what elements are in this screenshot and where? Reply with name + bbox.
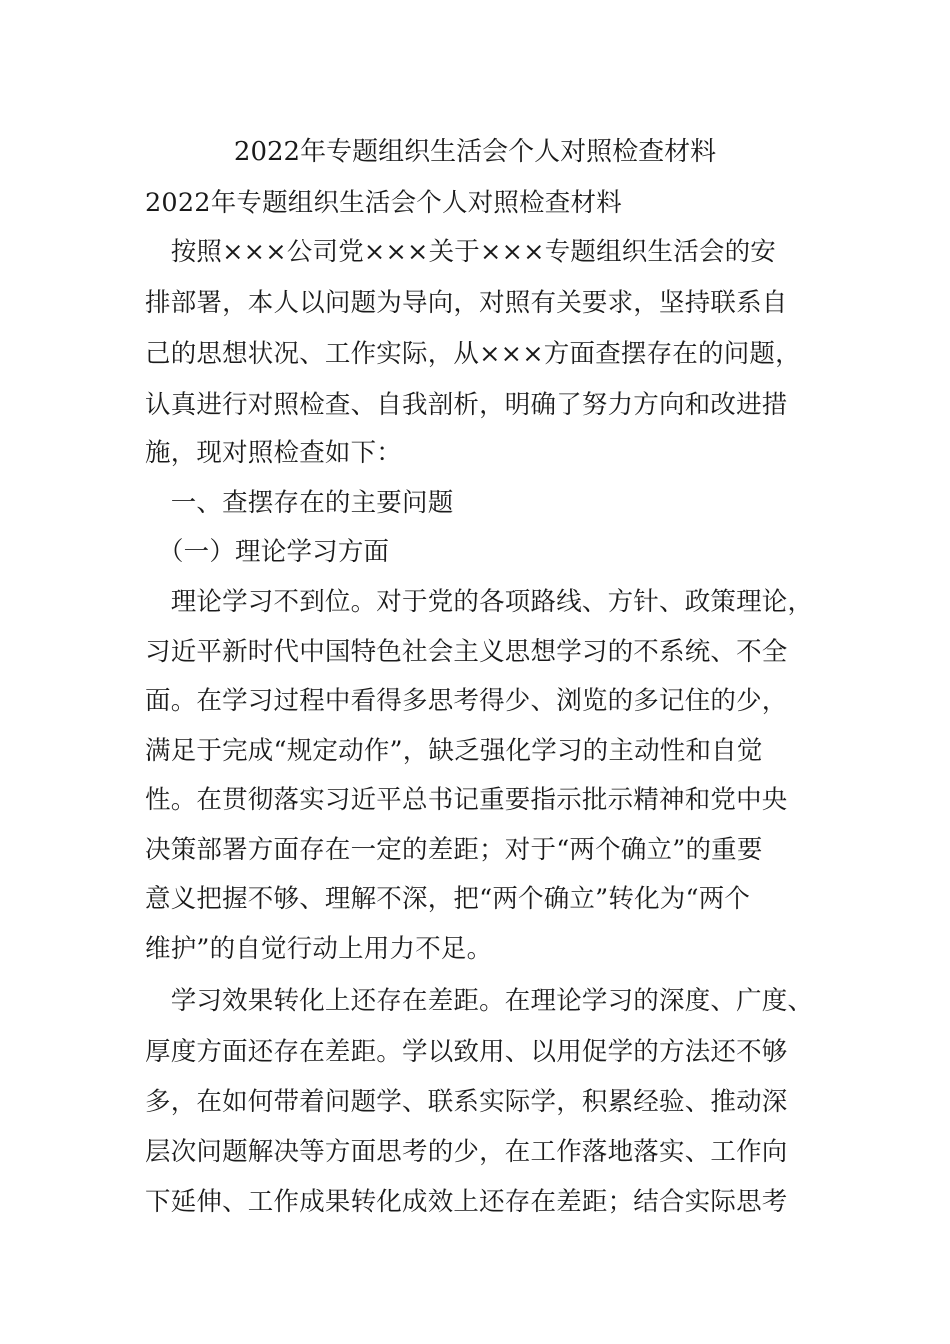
document-title: 2022年专题组织生活会个人对照检查材料 xyxy=(233,137,717,167)
paragraph-line: 层次问题解决等方面思考的少，在工作落地落实、工作向 xyxy=(145,1137,788,1167)
paragraph-line: 理论学习不到位。对于党的各项路线、方针、政策理论， xyxy=(145,587,814,617)
paragraph-line: 决策部署方面存在一定的差距；对于“两个确立”的重要 xyxy=(145,835,763,865)
paragraph-line: 按照×××公司党×××关于×××专题组织生活会的安 xyxy=(145,237,776,267)
paragraph-line: 认真进行对照检查、自我剖析，明确了努力方向和改进措 xyxy=(145,390,788,420)
paragraph-line: 意义把握不够、理解不深，把“两个确立”转化为“两个 xyxy=(145,884,751,914)
section-heading: 一、查摆存在的主要问题 xyxy=(145,488,454,518)
paragraph-line: 面。在学习过程中看得多思考得少、浏览的多记住的少， xyxy=(145,686,788,716)
paragraph-line: 厚度方面还存在差距。学以致用、以用促学的方法还不够 xyxy=(145,1037,788,1067)
paragraph-line: 下延伸、工作成果转化成效上还存在差距；结合实际思考 xyxy=(145,1187,788,1217)
paragraph-line: 习近平新时代中国特色社会主义思想学习的不系统、不全 xyxy=(145,637,788,667)
paragraph-line: 排部署，本人以问题为导向，对照有关要求，坚持联系自 xyxy=(145,288,788,318)
paragraph-line: 维护”的自觉行动上用力不足。 xyxy=(145,934,493,964)
paragraph-line: 施，现对照检查如下： xyxy=(145,438,403,468)
paragraph-line: 学习效果转化上还存在差距。在理论学习的深度、广度、 xyxy=(145,986,814,1016)
paragraph-line: 满足于完成“规定动作”，缺乏强化学习的主动性和自觉 xyxy=(145,736,763,766)
document-subtitle: 2022年专题组织生活会个人对照检查材料 xyxy=(145,188,622,218)
paragraph-line: 性。在贯彻落实习近平总书记重要指示批示精神和党中央 xyxy=(145,785,788,815)
paragraph-line: 己的思想状况、工作实际，从×××方面查摆存在的问题， xyxy=(145,339,801,369)
subsection-heading: （一）理论学习方面 xyxy=(145,537,390,567)
paragraph-line: 多，在如何带着问题学、联系实际学，积累经验、推动深 xyxy=(145,1087,788,1117)
